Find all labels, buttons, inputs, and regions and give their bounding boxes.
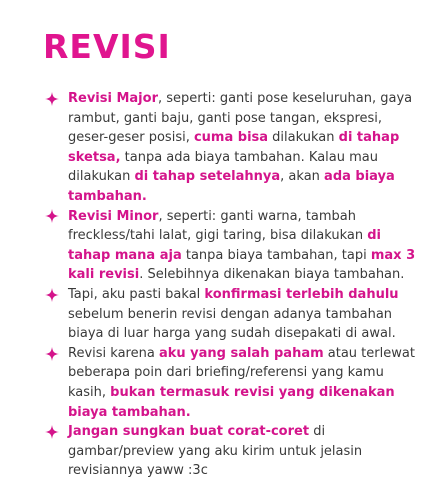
body-text: Tapi, aku pasti bakal: [68, 286, 205, 302]
four-point-star-icon: [44, 422, 60, 442]
list-item: [43, 285, 423, 344]
body-text: dilakukan: [268, 130, 339, 146]
highlighted-text: di tahap mana aja: [68, 228, 381, 263]
body-text: , akan: [280, 169, 325, 185]
highlighted-text: cuma bisa: [193, 130, 269, 146]
highlighted-text: di tahap setelahnya: [134, 169, 281, 185]
page-title: REVISI: [43, 27, 171, 66]
body-text: di gambar/preview yang aku kirim untuk jelasin revisiannya yaww :3c: [68, 424, 363, 479]
highlighted-text: ada biaya tambahan.: [68, 169, 395, 204]
body-text: . Selebihnya dikenakan biaya tambahan.: [139, 267, 405, 283]
body-text: sebelum benerin revisi dengan adanya tambahan biaya di luar harga yang sudah disepakati di awal.: [68, 306, 396, 342]
revision-rules-list: [43, 89, 423, 481]
four-point-star-icon: [44, 207, 60, 227]
body-text: , seperti: ganti warna, tambah freckless/tahi lalat, gigi taring, bisa dilakukan: [68, 208, 368, 244]
list-item: [43, 89, 423, 207]
highlighted-text: bukan termasuk revisi yang dikenakan biaya tambahan.: [68, 384, 395, 420]
highlighted-text: aku yang salah paham: [158, 345, 324, 361]
list-item: [43, 207, 423, 285]
highlighted-text: max 3 kali revisi: [68, 247, 416, 283]
body-text: , seperti: ganti pose keseluruhan, gaya rambut, ganti baju, ganti pose tangan, ekspresi, geser-geser posisi,: [68, 91, 413, 146]
four-point-star-icon: [44, 285, 60, 305]
highlighted-text: Revisi Major: [68, 91, 158, 106]
list-item: [43, 344, 423, 422]
body-text: tanpa ada biaya tambahan. Kalau mau dilakukan: [68, 149, 378, 185]
body-text: Revisi karena: [68, 345, 159, 361]
highlighted-text: Jangan sungkan buat corat-coret: [68, 424, 310, 440]
four-point-star-icon: [44, 344, 60, 364]
four-point-star-icon: [44, 89, 60, 109]
highlighted-text: di tahap sketsa,: [68, 130, 400, 165]
list-item: [43, 422, 423, 481]
body-text: atau terlewat beberapa poin dari briefing/referensi yang kamu kasih,: [68, 345, 415, 400]
highlighted-text: Revisi Minor: [68, 208, 159, 224]
highlighted-text: konfirmasi terlebih dahulu: [204, 286, 399, 302]
body-text: tanpa biaya tambahan, tapi: [181, 247, 371, 263]
